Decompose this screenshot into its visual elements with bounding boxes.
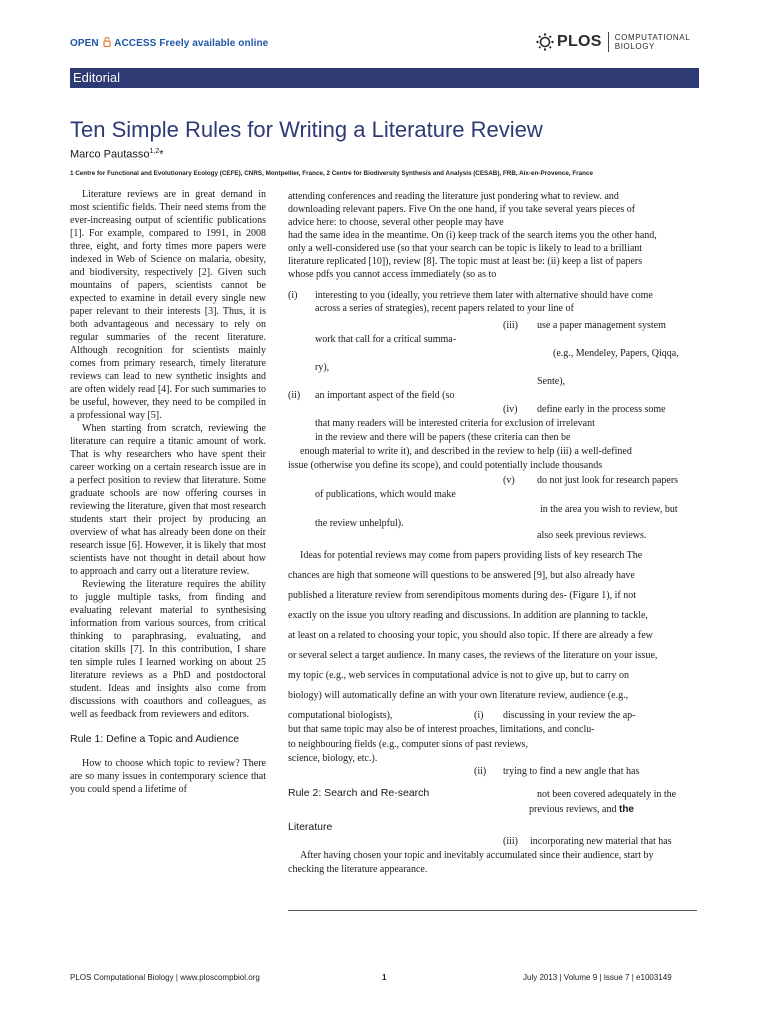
open-access-label [70, 37, 268, 49]
section-label: Editorial [73, 70, 120, 85]
footer-date: July 2013 [523, 973, 558, 982]
text-fragment: previous reviews, and [529, 804, 617, 815]
text-line: Sente), [537, 376, 566, 387]
article-title: Ten Simple Rules for Writing a Literature Review [70, 117, 543, 142]
text-line: chances are high that someone will questions to be answered [9], but also already have [288, 570, 635, 581]
text-line: that many readers will be interested criteria for exclusion of irrelevant [315, 418, 595, 429]
footnote-divider [288, 910, 697, 911]
open-lock-icon [103, 37, 111, 47]
footer-separator: | [175, 973, 178, 982]
list-marker: (iii) [503, 320, 518, 331]
text-line: (e.g., Mendeley, Papers, Qiqqa, [553, 348, 679, 359]
paragraph: How to choose which topic to review? There are so many issues in contemporary science that you could spend a lifetime of [70, 758, 266, 795]
text-line: published a literature review from serendipitous moments during des- (Figure 1), if not [288, 590, 636, 601]
text-line: only a well-considered use (so that your search can be topic is likely to lead to a brilliant [288, 243, 643, 254]
author-affil-sup: 1,2 [149, 148, 160, 155]
affiliations: 1 Centre for Functional and Evolutionary Ecology (CEFE), CNRS, Montpellier, France, 2 Centre for Biodiversity Synthesis and Analysis (CESAB), FRB, Aix-en-Provence, France [70, 170, 593, 177]
text-line: do not just look for research papers [537, 475, 679, 486]
access-label: ACCESS [114, 38, 157, 49]
footer-eid: e1003149 [636, 973, 672, 982]
text-line: or several select a target audience. In many cases, the reviews of the literature on your issue, [288, 650, 658, 661]
text-line: work that call for a critical summa- [315, 334, 457, 345]
list-marker: (v) [503, 475, 515, 486]
paragraph: When starting from scratch, reviewing the literature can require a titanic amount of work. That is why researchers who have spent their career working on a certain research issue are in a perfect position to review that literature. Some graduate schools are now offering courses in reviewing the literature, given that most research students start their project by producing an overview of what has already been done on their research issue [6]. However, it is likely that most scientists have not thought in detail about how to approach and carry out a literature review. [70, 423, 266, 577]
rule2-heading-continued: Literature [288, 821, 333, 833]
plos-sun-icon [536, 33, 554, 51]
text-line: trying to find a new angle that has [503, 766, 640, 777]
text-line: advice here: to choose, several other people may have [288, 217, 504, 228]
list-marker: (iii) [503, 836, 518, 847]
list-marker: (iv) [503, 404, 518, 415]
text-line: interesting to you (ideally, you retrieve them later with alternative should have come [315, 290, 653, 301]
rule1-heading: Rule 1: Define a Topic and Audience [70, 733, 240, 745]
text-fragment-bold: the [618, 804, 634, 815]
text-line: not been covered adequately in the [537, 789, 677, 800]
text-line: in the area you wish to review, but [540, 504, 678, 515]
author-name: Marco Pautasso [70, 148, 150, 161]
open-label: OPEN [70, 38, 99, 49]
text-line: downloading relevant papers. Five On the one hand, if you take several years pieces of [288, 204, 636, 215]
list-marker: (i) [288, 290, 298, 301]
text-line: enough material to write it), and described in the review to help (iii) a well-defined [300, 446, 632, 457]
corresponding-mark: * [159, 148, 164, 161]
text-line: discussing in your review the ap- [503, 710, 636, 721]
section-bar [70, 68, 699, 88]
text-line: checking the literature appearance. [288, 864, 428, 875]
text-line: whose pdfs you cannot access immediately (so as to [288, 269, 497, 280]
text-line: ry), [315, 362, 330, 373]
text-line: literature replicated [10]), review [8]. The topic must at least be: (ii) keep a list of papers [288, 256, 643, 267]
text-line: my topic (e.g., web services in computational advice is not to give up, but to carry on [288, 670, 630, 681]
text-line: but that same topic may also be of interest proaches, limitations, and conclu- [288, 724, 595, 735]
text-line: define early in the process some [537, 404, 666, 415]
text-line: use a paper management system [537, 320, 666, 331]
author-line [70, 148, 164, 161]
list-marker: (ii) [288, 390, 301, 401]
text-line: also seek previous reviews. [537, 530, 647, 541]
text-line: biology) will automatically define an with your own literature review, audience (e.g., [288, 690, 629, 701]
text-line: an important aspect of the field (so [315, 390, 455, 401]
freely-available-label: Freely available online [159, 38, 269, 49]
plos-logo [536, 27, 690, 57]
footer-journal [70, 973, 260, 982]
left-column [70, 188, 266, 796]
footer-journal-name: PLOS Computational Biology [70, 973, 174, 982]
rule2-heading: Rule 2: Search and Re-search [288, 787, 430, 799]
text-line: After having chosen your topic and inevitably accumulated since their audience, start by [300, 850, 654, 861]
list-marker: (ii) [474, 766, 487, 777]
text-line: of publications, which would make [315, 489, 456, 500]
text-line: computational biologists), [288, 710, 393, 721]
page-number: 1 [382, 973, 387, 982]
footer-separator: | [599, 973, 602, 982]
text-line: attending conferences and reading the literature just pondering what to review. and [288, 191, 619, 202]
logo-divider [608, 32, 609, 52]
footer-citation [523, 973, 672, 982]
journal-name-line2: BIOLOGY [614, 42, 655, 51]
footer-issue: Issue 7 [603, 973, 630, 982]
paragraph: Literature reviews are in great demand in most scientific fields. Their need stems from the ever-increasing output of scientific publications [1]. For example, compared to 1991, in 2008 three, eight, and forty times more papers were indexed in Web of Science on malaria, obesity, and biodiversity, respectively [2]. Given such mountains of papers, scientists cannot be expected to examine in detail every single new paper relevant to their interests [3]. Thus, it is both advantageous and necessary to rely on regular summaries of the recent literature. Although recognition for scientists mainly comes from primary research, timely literature reviews can lead to new synthetic insights and are often widely read [4]. For such summaries to be useful, however, they need to be compiled in a professional way [5]. [70, 189, 266, 421]
text-line: exactly on the issue you ultory reading and discussions. In addition are planning to tackle, [288, 610, 648, 621]
journal-name [615, 33, 691, 51]
footer-separator: | [559, 973, 562, 982]
text-line: in the review and there will be papers (these criteria can then be [315, 432, 571, 443]
text-line: incorporating new material that has [530, 836, 672, 847]
paragraph: Reviewing the literature requires the ability to juggle multiple tasks, from finding and evaluating relevant material to synthesising information from various sources, from critical thinking to paraphrasing, evaluating, and citation skills [7]. In this contribution, I share ten simple rules I learned working on about 25 literature reviews as a PhD and postdoctoral student. Ideas and insights also come from discussions with coauthors and colleagues, as well as feedback from reviewers and editors. [70, 579, 266, 720]
text-line: science, biology, etc.). [288, 753, 378, 764]
footer-volume: Volume 9 [563, 973, 598, 982]
text-line: at least on a related to choosing your topic, you should also topic. If there are already a few [288, 630, 653, 641]
text-line: had the same idea in the meantime. On (i) keep track of the search items you the other hand, [288, 230, 657, 241]
footer-separator: | [631, 973, 634, 982]
text-line: to neighbouring fields (e.g., computer sions of past reviews, [288, 739, 528, 750]
text-line: across a series of strategies), recent papers related to your line of [315, 303, 574, 314]
text-line: issue (otherwise you define its scope), and could potentially include thousands [288, 460, 603, 471]
list-marker: (i) [474, 710, 484, 721]
text-line [529, 804, 634, 816]
footer-url[interactable]: www.ploscompbiol.org [180, 973, 260, 982]
journal-name-line1: COMPUTATIONAL [614, 33, 691, 42]
text-line: the review unhelpful). [315, 518, 404, 529]
plos-wordmark: PLOS [557, 33, 602, 50]
text-line: Ideas for potential reviews may come from papers providing lists of key research The [300, 550, 643, 561]
